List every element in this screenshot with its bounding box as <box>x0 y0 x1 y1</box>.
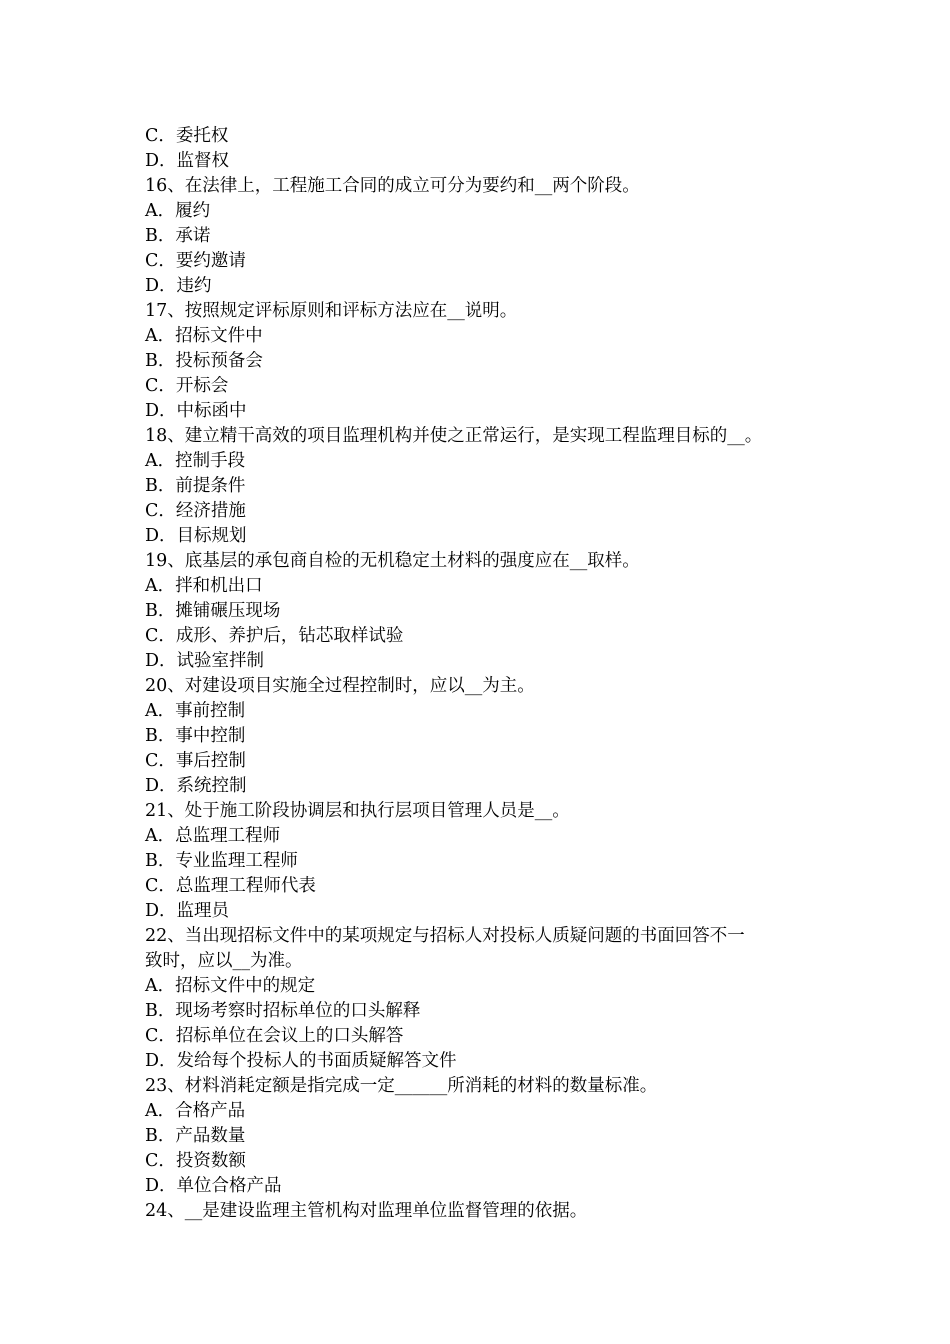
option-a-q16: A．履约 <box>145 201 211 221</box>
option-d-q16: D．违约 <box>145 276 212 296</box>
option-b-q17: B．投标预备会 <box>145 351 263 371</box>
document-body <box>145 124 815 1224</box>
option-d-q18: D．目标规划 <box>145 526 247 546</box>
option-d-q23: D．单位合格产品 <box>145 1176 282 1196</box>
option-c-q15: C．委托权 <box>145 126 229 146</box>
question-23: 23、材料消耗定额是指完成一定______所消耗的材料的数量标准。 <box>145 1076 658 1096</box>
option-c-q21: C．总监理工程师代表 <box>145 876 316 896</box>
option-d-q22: D．发给每个投标人的书面质疑解答文件 <box>145 1051 457 1071</box>
option-a-q17: A．招标文件中 <box>145 326 263 346</box>
option-b-q18: B．前提条件 <box>145 476 246 496</box>
question-24: 24、__是建设监理主管机构对监理单位监督管理的依据。 <box>145 1201 588 1221</box>
option-d-q19: D．试验室拌制 <box>145 651 265 671</box>
option-c-q16: C．要约邀请 <box>145 251 246 271</box>
option-c-q19: C．成形、养护后，钻芯取样试验 <box>145 626 404 646</box>
option-a-q18: A．控制手段 <box>145 451 246 471</box>
question-16: 16、在法律上，工程施工合同的成立可分为要约和__两个阶段。 <box>145 176 640 196</box>
option-a-q23: A．合格产品 <box>145 1101 246 1121</box>
option-d-q15: D．监督权 <box>145 151 230 171</box>
option-c-q22: C．招标单位在会议上的口头解答 <box>145 1026 404 1046</box>
option-b-q19: B．摊铺碾压现场 <box>145 601 281 621</box>
option-c-q17: C．开标会 <box>145 376 229 396</box>
question-17: 17、按照规定评标原则和评标方法应在__说明。 <box>145 301 518 321</box>
option-c-q23: C．投资数额 <box>145 1151 246 1171</box>
option-d-q21: D．监理员 <box>145 901 230 921</box>
option-a-q19: A．拌和机出口 <box>145 576 263 596</box>
option-d-q17: D．中标函中 <box>145 401 247 421</box>
option-b-q23: B．产品数量 <box>145 1126 246 1146</box>
option-c-q18: C．经济措施 <box>145 501 246 521</box>
question-18: 18、建立精干高效的项目监理机构并使之正常运行，是实现工程监理目标的__。 <box>145 426 763 446</box>
question-20: 20、对建设项目实施全过程控制时，应以__为主。 <box>145 676 535 696</box>
option-b-q20: B．事中控制 <box>145 726 246 746</box>
question-19: 19、底基层的承包商自检的无机稳定土材料的强度应在__取样。 <box>145 551 640 571</box>
option-b-q21: B．专业监理工程师 <box>145 851 298 871</box>
option-b-q16: B．承诺 <box>145 226 211 246</box>
question-22-line-1: 22、当出现招标文件中的某项规定与招标人对投标人质疑问题的书面回答不一 <box>145 926 745 946</box>
option-a-q20: A．事前控制 <box>145 701 246 721</box>
option-b-q22: B．现场考察时招标单位的口头解释 <box>145 1001 421 1021</box>
option-a-q21: A．总监理工程师 <box>145 826 281 846</box>
option-c-q20: C．事后控制 <box>145 751 246 771</box>
question-21: 21、处于施工阶段协调层和执行层项目管理人员是__。 <box>145 801 570 821</box>
option-d-q20: D．系统控制 <box>145 776 247 796</box>
option-a-q22: A．招标文件中的规定 <box>145 976 316 996</box>
question-22-line-2: 致时，应以__为准。 <box>145 951 303 971</box>
